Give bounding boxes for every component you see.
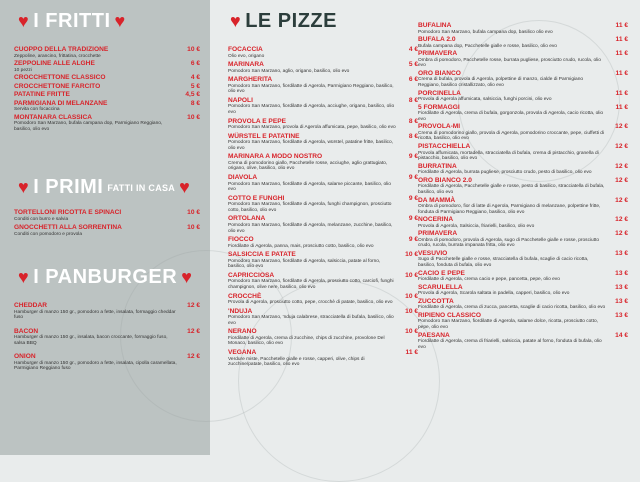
menu-item-description: Provola affumicata, mortadella, stracciatella di bufala, crema di pistacchio, granella di pistacchio, basilico, olio evo <box>418 150 599 162</box>
menu-item-name: ZEPPOLINE ALLE ALGHE <box>14 60 95 68</box>
menu-item <box>14 46 200 59</box>
menu-item-name: FOCACCIA <box>228 46 263 53</box>
menu-item <box>418 22 628 35</box>
menu-item-price: 11 € <box>615 36 628 44</box>
menu-item <box>228 308 418 327</box>
menu-item-name: CROCCHETTONE FARCITO <box>14 82 101 90</box>
menu-item-name: DA MAMMÀ <box>418 196 456 204</box>
primi-list <box>14 209 200 239</box>
menu-item <box>14 91 200 99</box>
menu-item-name: ORTOLANA <box>228 215 266 223</box>
menu-item-price: 9 € <box>408 174 418 182</box>
menu-item-name: TORTELLONI RICOTTA E SPINACI <box>14 209 122 216</box>
menu-item-name: NOCERINA <box>418 216 454 224</box>
menu-item <box>228 236 418 249</box>
menu-item-description: Pomodoro San Marzano, fiordilatte di Agerola, salame piccante, basilico, olio evo <box>228 181 391 193</box>
menu-item <box>14 74 200 82</box>
menu-item-name: CHEDDAR <box>14 302 47 309</box>
menu-item-name: BACON <box>14 327 39 335</box>
menu-item-name: PARMIGIANA DI MELANZANE <box>14 99 108 107</box>
menu-item-description: Fiordilatte di Agerola, crema cacio e pepe, pancetta, pepe, olio evo <box>418 277 560 283</box>
menu-item-description: Provola di Agerola affumicata, salsiccia, funghi porcini, olio evo <box>418 97 552 103</box>
menu-item-price: 11 € <box>615 50 628 58</box>
menu-item-name: MARGHERITA <box>228 76 273 84</box>
menu-item-description: Servita con focaccina <box>14 107 60 113</box>
menu-item <box>418 104 628 123</box>
menu-item-description: Provola di Agerola, Salsiccia, friarielli, basilico, olio evo <box>418 223 535 229</box>
menu-item-description: Fiordilatte di Agerola, crema di zucchine, chips di zucchine, provolone Del Monaco, basilico, olio evo <box>228 335 385 347</box>
menu-item <box>14 60 200 73</box>
menu-item <box>418 250 628 269</box>
menu-item <box>418 270 628 283</box>
menu-item-name: ZUCCOTTA <box>418 297 454 305</box>
menu-item <box>228 76 418 95</box>
menu-item-description: Conditi con pomodoro e provola <box>14 231 82 237</box>
menu-item <box>418 284 628 297</box>
menu-item-price: 12 € <box>187 353 200 361</box>
menu-item <box>228 251 418 270</box>
menu-item <box>418 197 628 216</box>
menu-item-description: Zeppoline, arancino, frittatina, crocchette <box>14 53 101 59</box>
menu-item-description: Ombra di pomodoro, provola di Agerola, sugo di Pacchetelle gialle e rosse, prosciutto crudo, rucola, burrata impanata fritta, olio evo <box>418 237 600 249</box>
menu-item <box>418 143 628 162</box>
menu-item-name: WÜRSTEL E PATATINE <box>228 132 300 140</box>
menu-item-price: 12 € <box>187 327 200 335</box>
menu-item <box>228 133 418 152</box>
menu-item-price: 11 € <box>615 103 628 111</box>
menu-item-price: 14 € <box>615 331 628 339</box>
menu-item-description: Pomodoro San Marzano, fiordilatte di Agerola, prosciutto cotto, carciofi, funghi champignon, olive nere, basilico, olio evo <box>228 279 394 290</box>
menu-item <box>418 50 628 69</box>
menu-item-description: Olio evo, origano <box>228 53 265 59</box>
menu-item-description: Pomodoro San Marzano, fiordilatte di Agerola, würstel, patatine fritte, basilico, olio evo <box>228 140 394 151</box>
menu-item-description: Pomodoro San Marzano, provola di Agerola affumicata, pepe, basilico, olio evo <box>228 125 396 131</box>
menu-item-price: 6 € <box>408 76 418 84</box>
heart-icon: ♥ <box>230 11 242 31</box>
menu-item-name: MARINARA <box>228 61 264 69</box>
menu-item-name: BUFALINA <box>418 22 452 29</box>
menu-item-description: Ombra di pomodoro, Pacchetelle rosse, burrata pugliese, prosciutto crudo, rucola, olio evo <box>418 57 601 69</box>
menu-item-description: Hamburger di manzo 150 gr., pomodoro a fette, insalata, formaggio cheddar fuso <box>14 309 176 321</box>
menu-item <box>14 114 200 133</box>
menu-item-price: 5 € <box>408 61 418 69</box>
menu-item-price: 11 € <box>615 69 628 77</box>
menu-item-price: 8 € <box>190 99 200 107</box>
menu-item-price: 12 € <box>615 123 628 131</box>
heart-icon: ♥ <box>18 267 30 287</box>
menu-item-description: Pomodoro San Marzano, fiordilatte di Agerola, melanzane, zucchine, basilico, olio evo <box>228 222 393 234</box>
menu-item-price: 12 € <box>615 162 628 170</box>
menu-item-name: CUOPPO DELLA TRADIZIONE <box>14 46 109 53</box>
menu-item-price: 12 € <box>615 216 628 224</box>
panburger-title: ♥ I PANBURGER ♥ <box>18 266 193 288</box>
menu-item-description: Fiordilatte di Agerola, burrata pugliese, prosciutto crudo, pesto di basilico, olio evo <box>418 170 592 176</box>
menu-item-name: MARINARA A MODO NOSTRO <box>228 153 323 161</box>
menu-item-description: Pomodoro San Marzano, fiordilatte di Agerola, Parmigiano Reggiano, basilico, olio evo <box>228 83 394 95</box>
menu-item-price: 8 € <box>408 132 418 140</box>
menu-item-description: Fiordilatte di Agerola, panna, mais, prosciutto cotto, basilico, olio evo <box>228 243 374 249</box>
menu-item <box>14 353 200 372</box>
heart-icon: ♥ <box>18 11 30 31</box>
menu-item-name: RIPIENO CLASSICO <box>418 311 482 319</box>
menu-item-description: Bufala campana dop, Pacchetelle gialle e rosse, basilico, olio evo <box>418 43 557 49</box>
menu-item-price: 10 € <box>187 113 200 121</box>
menu-item-price: 13 € <box>615 249 628 257</box>
menu-item-name: ORO BIANCO 2.0 <box>418 176 472 184</box>
pizze-column-2 <box>418 0 630 455</box>
menu-item-description: Crema di pomodorino giallo, provola di Agerola, pomodorino croccante, pepe, ciuffetti di ricotta, basilico, olio evo <box>418 130 605 142</box>
menu-item-description: Pomodoro San Marzano, fiordilatte di Agerola, acciughe, origano, basilico, olio evo <box>228 104 395 115</box>
menu-item-price: 9 € <box>408 236 418 244</box>
menu-item <box>418 90 628 103</box>
menu-item <box>228 349 418 368</box>
heart-icon: ♥ <box>179 177 191 197</box>
menu-item <box>418 123 628 142</box>
menu-item-description: Conditi con burro e salvia <box>14 216 69 222</box>
menu-item-price: 10 € <box>405 307 418 315</box>
menu-item-price: 11 € <box>405 349 418 357</box>
menu-item <box>418 332 628 351</box>
menu-item-price: 4,5 € <box>185 91 200 99</box>
menu-item-description: Pomodoro San Marzano, 'nduja calabrese, stracciatella di bufala, basilico, olio evo <box>228 315 394 326</box>
menu-item <box>14 302 200 321</box>
menu-item-description: Provola di Agerola, Scarola saltata in padella, capperi, basilico, olio evo <box>418 291 570 297</box>
menu-item <box>418 230 628 249</box>
menu-item-description: Crema di pomodorino giallo, Pacchetelle rosse, acciughe, aglio grattugiato, origano, olive, basilico, olio evo <box>228 160 388 172</box>
menu-item-price: 10 € <box>405 292 418 300</box>
menu-item <box>228 328 418 347</box>
menu-item-price: 10 € <box>187 46 200 53</box>
heart-icon: ♥ <box>18 177 30 197</box>
menu-item-name: NERANO <box>228 328 257 336</box>
menu-item <box>418 36 628 49</box>
menu-item-name: ORO BIANCO <box>418 69 461 77</box>
menu-item-price: 4 € <box>190 74 200 82</box>
menu-item-name: CAPRICCIOSA <box>228 271 275 279</box>
menu-item-price: 6 € <box>190 60 200 68</box>
menu-item-price: 12 € <box>615 196 628 204</box>
menu-item-price: 10 € <box>187 224 200 232</box>
menu-item-description: Hamburger di manzo 150 gr., pomodoro a fette, insalata, cipolla caramellata, Parmigiano Reggiano fuso <box>14 360 177 372</box>
menu-item <box>228 215 418 234</box>
menu-item-name: 5 FORMAGGI <box>418 103 460 111</box>
menu-item-description: Crema di bufala, provola di Agerola, polpettine di manzo, cialde di Parmigiano Reggiano, basilico cristallizzato, olio evo <box>418 77 584 88</box>
menu-item-price: 10 € <box>405 271 418 279</box>
menu-item-name: FIOCCO <box>228 236 254 244</box>
menu-item-description: Verdure miste, Pacchetelle gialle e rosse, capperi, olive, chips di zucchine/patate, basilico, olio evo <box>228 356 365 368</box>
menu-item <box>418 216 628 229</box>
menu-item <box>228 272 418 291</box>
menu-item-price: 5 € <box>190 82 200 90</box>
menu-item-price: 13 € <box>615 283 628 291</box>
menu-item-description: 10 pezzi <box>14 67 32 73</box>
menu-item-name: GNOCCHETTI ALLA SORRENTINA <box>14 224 122 232</box>
menu-item <box>14 224 200 237</box>
menu-item-price: 10 € <box>187 209 200 216</box>
menu-item-description: Pomodoro San Marzano, fiordilatte di Agerola, salsiccia, patate al forno, basilico, olio evo <box>228 258 381 270</box>
menu-item-price: 10 € <box>405 251 418 259</box>
panburger-list <box>14 302 200 379</box>
menu-item <box>228 195 418 214</box>
menu-item <box>14 328 200 347</box>
menu-item <box>418 70 628 89</box>
menu-item-name: PROVOLA E PEPE <box>228 117 287 125</box>
menu-item-price: 12 € <box>615 143 628 151</box>
menu-item <box>228 61 418 74</box>
menu-item-name: PAESANA <box>418 331 450 339</box>
menu-item-name: 'NDUJA <box>228 307 253 315</box>
menu-item <box>418 177 628 196</box>
menu-item-name: MONTANARA CLASSICA <box>14 113 93 121</box>
menu-item-price: 10 € <box>405 328 418 336</box>
menu-item <box>228 118 418 131</box>
pizze-column-1 <box>218 0 418 455</box>
heart-icon: ♥ <box>114 11 126 31</box>
menu-item-description: Provola di Agerola, prosciutto cotto, pepe, crocchè di patate, basilico, olio evo <box>228 300 393 306</box>
primi-title: ♥ I PRIMI FATTI IN CASA ♥ <box>18 176 191 198</box>
menu-item <box>14 83 200 91</box>
fritti-list <box>14 46 200 133</box>
menu-item <box>228 153 418 172</box>
menu-item <box>14 209 200 222</box>
menu-item <box>418 298 628 311</box>
menu-item-name: COTTO E FUNGHI <box>228 194 285 202</box>
menu-item-price: 11 € <box>615 89 628 97</box>
menu-item-name: PRIMAVERA <box>418 50 458 58</box>
menu-item-description: Fiordilatte di Agerola, crema di bufala, gorgonzola, provola di Agerola, cacio ricotta, olio evo <box>418 111 604 122</box>
pizze-title: ♥ LE PIZZE <box>230 10 337 32</box>
menu-item-price: 12 € <box>615 230 628 238</box>
menu-item-description: Ombra di pomodoro, fior di latte di Agerola, Parmigiano di melanzane, polpettine fritte, fonduta di Parmigiano Reggiano, basilico, olio evo <box>418 204 601 215</box>
menu-item-name: BUFALA 2.0 <box>418 36 456 44</box>
menu-item-description: Fiordilatte di Agerola, crema di zucca, pancetta, scaglie di cacio ricotta, basilico, olio evo <box>418 305 606 311</box>
menu-item-name: VEGANA <box>228 349 257 357</box>
menu-item-price: 8 € <box>408 96 418 104</box>
fritti-title: ♥ I FRITTI ♥ <box>18 10 126 32</box>
menu-item <box>418 312 628 331</box>
menu-item-name: SCARULELLA <box>418 283 463 291</box>
menu-item-description: Pomodoro San Marzano, bufala campana dop, basilico olio evo <box>418 29 553 35</box>
menu-item-price: 13 € <box>615 269 628 277</box>
menu-item-description: Hamburger di manzo 150 gr., insalata, bacon croccante, formaggio fuso, salsa BBQ <box>14 335 168 346</box>
menu-item-description: Pomodoro San Marzano, fiordilatte di Agerola, salame dolce, ricotta, prosciutto cotto, pepe, olio evo <box>418 319 598 331</box>
menu-item-price: 9 € <box>408 153 418 161</box>
menu-item-price: 12 € <box>187 302 200 309</box>
menu-item-name: CACIO E PEPE <box>418 269 465 277</box>
left-column <box>0 0 210 455</box>
menu-item-price: 9 € <box>408 194 418 202</box>
menu-item-description: Pomodoro San Marzano, fiordilatte di Agerola, funghi champignon, prosciutto cotto, basilico, olio evo <box>228 202 392 213</box>
menu-item-price: 13 € <box>615 297 628 305</box>
menu-item-price: 11 € <box>615 22 628 29</box>
menu-item-price: 4 € <box>408 46 418 53</box>
menu-item-name: NAPOLI <box>228 96 253 104</box>
menu-item-name: PISTACCHIELLA <box>418 143 471 151</box>
menu-item-description: Pomodoro San Marzano, bufala campana dop, Parmigiano Reggiano, basilico, olio evo <box>14 121 163 132</box>
menu-item-name: BURRATINA <box>418 162 457 170</box>
pizze-list-2 <box>418 22 628 351</box>
menu-item-name: SALSICCIA E PATATE <box>228 251 296 259</box>
menu-item <box>14 100 200 113</box>
pizze-list-1 <box>228 46 418 370</box>
menu-item <box>418 163 628 176</box>
menu-item-name: PORCINELLA <box>418 89 461 97</box>
menu-item-name: PROVOLA-MI <box>418 123 461 131</box>
menu-item-description: Fiordilatte di Agerola, crema di friarielli, salsiccia, patate al forno, fonduta di bufala, olio evo <box>418 339 602 350</box>
menu-item-price: 9 € <box>408 215 418 223</box>
menu-item-name: PATATINE FRITTE <box>14 91 70 99</box>
menu-item-name: CROCCHÈ <box>228 292 262 300</box>
menu-item <box>228 174 418 193</box>
menu-item-description: Fiordilatte di Agerola, Pacchetelle gialle e rosse, pesto di basilico, stracciatella di bufala, basilico, olio evo <box>418 184 605 195</box>
menu-item-description: Pomodoro San Marzano, aglio, origano, basilico, olio evo <box>228 68 350 74</box>
heart-icon: ♥ <box>181 267 193 287</box>
menu-item-price: 12 € <box>615 176 628 184</box>
menu-item-name: DIAVOLA <box>228 174 258 182</box>
menu-item-name: PRIMAVERA <box>418 230 458 238</box>
menu-item <box>228 46 418 59</box>
menu-item-price: 13 € <box>615 311 628 319</box>
menu-item-name: VESUVIO <box>418 249 448 257</box>
menu-item-name: CROCCHETTONE CLASSICO <box>14 74 106 82</box>
menu-item-price: 8 € <box>408 117 418 125</box>
menu-item <box>228 97 418 116</box>
menu-item-name: ONION <box>14 353 36 361</box>
menu-item-description: Sugo di Pacchetelle gialle e rosse, stracciatella di bufala, scaglie di cacio ricotta, basilico, fonduta di bufala, olio evo <box>418 257 589 269</box>
menu-item <box>228 293 418 306</box>
